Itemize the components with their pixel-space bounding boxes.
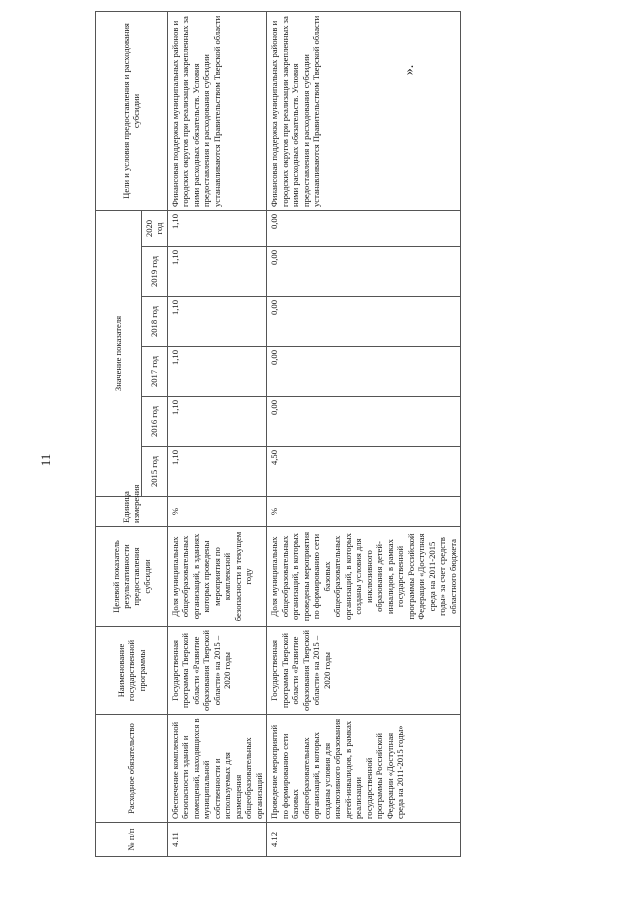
row-program: Государственная программа Тверской области «Развитие образования Тверской области» на 2015 – 2020 годы — [267, 627, 461, 715]
row-value: 1,10 — [167, 447, 266, 497]
header-values-group: Значение показателя — [96, 210, 142, 496]
table-row — [267, 11, 461, 856]
row-unit: % — [167, 497, 266, 527]
row-value: 0,00 — [267, 297, 461, 347]
header-unit: Единица измерения — [96, 497, 168, 527]
header-goals: Цели и условия предоставления и расходования субсидии — [96, 11, 168, 210]
row-unit: % — [267, 497, 461, 527]
row-indicator: Доля муниципальных общеобразовательных организаций, в которых проведены мероприятия по формированию сети базовых общеобразовательных организаций, в которых созданы условия для инклюзивного образования детей-инвалидов, в рамках государственной программы Российской Федерации «Доступная среда на 2011-2015 годы» за счет средств областного бюджета — [267, 527, 461, 627]
header-year: 2020 год — [142, 210, 168, 246]
subsidy-table — [95, 11, 461, 857]
header-year: 2016 год — [142, 397, 168, 447]
closing-quote-mark: ». — [402, 64, 417, 76]
row-goals: Финансовая поддержка муниципальных районов и городских округов при реализации закрепленных за ними расходных обязательств. Условия предоставления и расходования субсидии устанавливаются Правительством Тверской области — [167, 11, 266, 210]
row-value: 0,00 — [267, 210, 461, 246]
row-value: 1,10 — [167, 247, 266, 297]
row-value: 1,10 — [167, 210, 266, 246]
header-row — [96, 11, 142, 856]
row-obligation: Обеспечение комплексной безопасности зданий и помещений, находящихся в муниципальной собственности и используемых для размещения общеобразовательных организаций — [167, 715, 266, 823]
row-value: 0,00 — [267, 397, 461, 447]
row-value: 1,10 — [167, 297, 266, 347]
table-row — [167, 11, 266, 856]
row-value: 0,00 — [267, 247, 461, 297]
header-year: 2018 год — [142, 297, 168, 347]
header-obligation: Расходное обязательство — [96, 715, 168, 823]
header-program: Наименование государственной программы — [96, 627, 168, 715]
page-number: 11 — [38, 453, 53, 467]
header-year: 2017 год — [142, 347, 168, 397]
row-value: 1,10 — [167, 347, 266, 397]
row-goals: Финансовая поддержка муниципальных районов и городских округов при реализации закрепленных за ними расходных обязательств. Условия предоставления и расходования субсидии устанавливаются Правительством Тверской области — [267, 11, 461, 210]
row-value: 0,00 — [267, 347, 461, 397]
header-year: 2019 год — [142, 247, 168, 297]
row-num: 4.12 — [267, 823, 461, 857]
header-indicator: Целевой показатель результативности предоставления субсидии — [96, 527, 168, 627]
header-year: 2015 год — [142, 447, 168, 497]
row-num: 4.11 — [167, 823, 266, 857]
row-value: 4,50 — [267, 447, 461, 497]
table-canvas — [95, 12, 458, 857]
row-value: 1,10 — [167, 397, 266, 447]
row-program: Государственная программа Тверской области «Развитие образования Тверской области» на 2015 – 2020 годы — [167, 627, 266, 715]
rotated-table-wrapper — [95, 12, 458, 857]
row-obligation: Проведение мероприятий по формированию сети базовых общеобразовательных организаций, в которых созданы условия для инклюзивного образования детей-инвалидов, в рамках реализации государственной программы Российской Федерации «Доступная среда на 2011-2015 годы» — [267, 715, 461, 823]
row-indicator: Доля муниципальных общеобразовательных организаций, в зданиях которых проведены мероприятия по комплексной безопасности в текущем году — [167, 527, 266, 627]
header-num: № п/п — [96, 823, 168, 857]
